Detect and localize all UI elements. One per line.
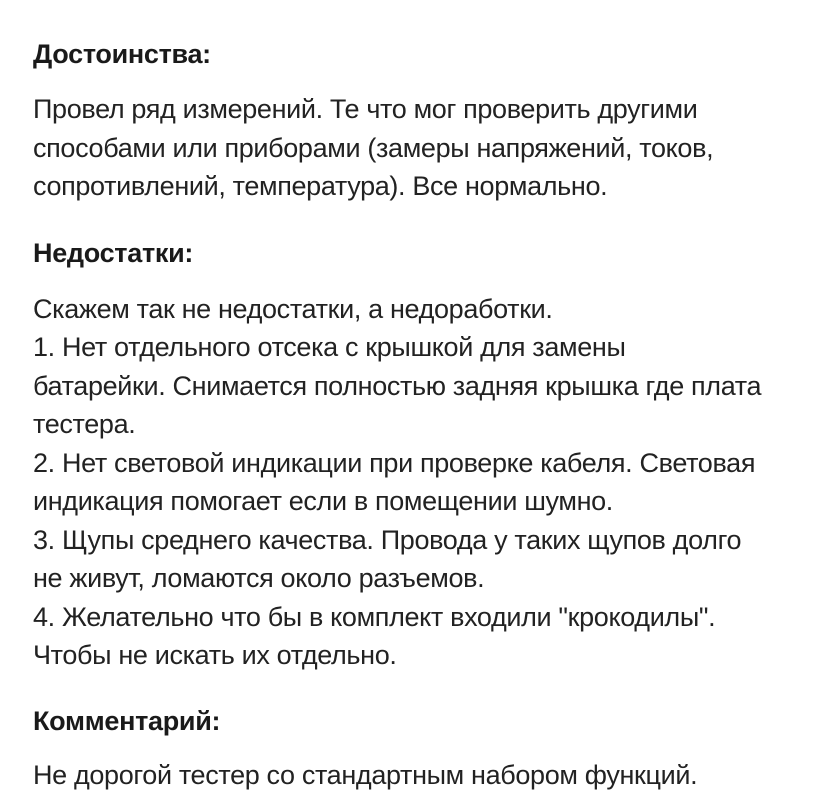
cons-line: Чтобы не искать их отдельно. — [33, 640, 397, 670]
cons-line: не живут, ломаются около разъемов. — [33, 563, 485, 593]
pros-text — [33, 90, 803, 206]
pros-line: способами или приборами (замеры напряжений, токов, — [33, 132, 714, 163]
cons-line: батарейки. Снимается полностью задняя крышка где плата — [33, 370, 762, 401]
pros-heading: Достоинства: — [33, 39, 211, 69]
cons-text — [33, 290, 803, 675]
comment-heading: Комментарий: — [33, 705, 221, 736]
comment-text — [33, 756, 803, 795]
cons-line: тестера. — [33, 409, 136, 439]
cons-line: 1. Нет отдельного отсека с крышкой для замены — [33, 332, 626, 362]
comment-line: Не дорогой тестер со стандартным набором функций. — [33, 759, 698, 790]
cons-line: индикация помогает если в помещении шумно. — [33, 486, 613, 516]
cons-line: 3. Щупы среднего качества. Провода у таких щупов долго — [33, 524, 742, 555]
pros-line: сопротивлений, температура). Все нормально. — [33, 171, 608, 201]
cons-line: 4. Желательно что бы в комплект входили "крокодилы". — [33, 601, 716, 632]
cons-line: Скажем так не недостатки, а недоработки. — [33, 293, 553, 324]
cons-line: 2. Нет световой индикации при проверке кабеля. Световая — [33, 447, 756, 478]
pros-line: Провел ряд измерений. Те что мог проверить другими — [33, 94, 698, 124]
cons-heading: Недостатки: — [33, 237, 194, 268]
review-text — [33, 36, 803, 794]
